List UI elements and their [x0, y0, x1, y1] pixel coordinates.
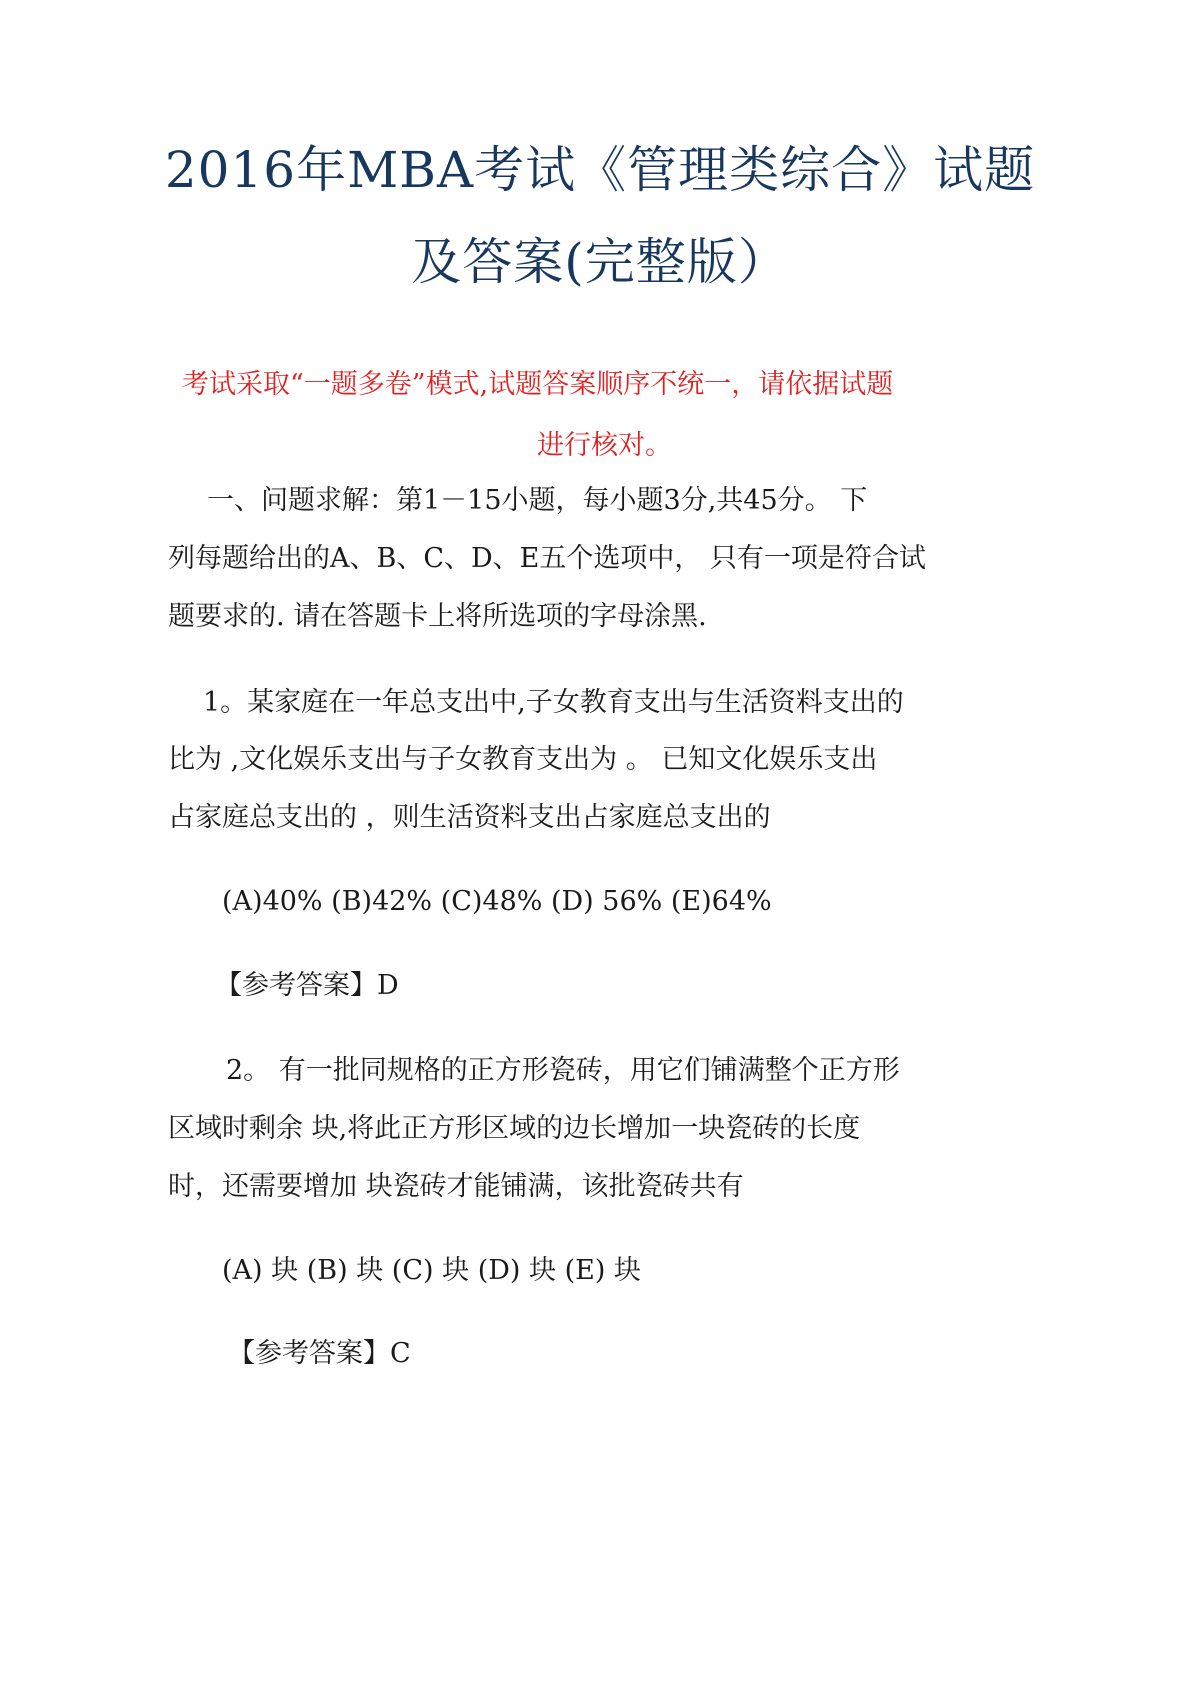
- question-1-line-3: 占家庭总支出的 ，则生活资料支出占家庭总支出的: [168, 802, 771, 833]
- question-1-line-1: 1。某家庭在一年总支出中,子女教育支出与生活资料支出的: [203, 687, 904, 718]
- exam-notice-line-1: 考试采取“一题多卷”模式,试题答案顺序不统一，请依据试题: [182, 369, 894, 400]
- section-instructions-line-2: 列每题给出的A、B、C、D、E五个选项中， 只有一项是符合试: [168, 543, 926, 574]
- document-title-line-1: 2016年MBA考试《管理类综合》试题: [164, 141, 1036, 199]
- question-2-line-3: 时，还需要增加 块瓷砖才能铺满，该批瓷砖共有: [168, 1171, 744, 1202]
- question-2-answer: 【参考答案】C: [228, 1338, 411, 1369]
- section-instructions-line-3: 题要求的. 请在答题卡上将所选项的字母涂黑.: [168, 601, 707, 632]
- question-2-line-1: 2。 有一批同规格的正方形瓷砖，用它们铺满整个正方形: [226, 1055, 900, 1086]
- document-title-line-2: 及答案(完整版）: [411, 233, 789, 291]
- question-2-options: (A) 块 (B) 块 (C) 块 (D) 块 (E) 块: [222, 1255, 641, 1286]
- question-1-line-2: 比为 ,文化娱乐支出与子女教育支出为 。 已知文化娱乐支出: [168, 744, 878, 775]
- question-2-line-2: 区域时剩余 块,将此正方形区域的边长增加一块瓷砖的长度: [168, 1113, 861, 1144]
- question-1-answer: 【参考答案】D: [215, 970, 399, 1001]
- exam-notice-line-2: 进行核对。: [537, 430, 672, 461]
- question-1-options: (A)40% (B)42% (C)48% (D) 56% (E)64%: [222, 886, 772, 917]
- section-instructions-line-1: 一、问题求解：第1－15小题，每小题3分,共45分。 下: [207, 485, 868, 516]
